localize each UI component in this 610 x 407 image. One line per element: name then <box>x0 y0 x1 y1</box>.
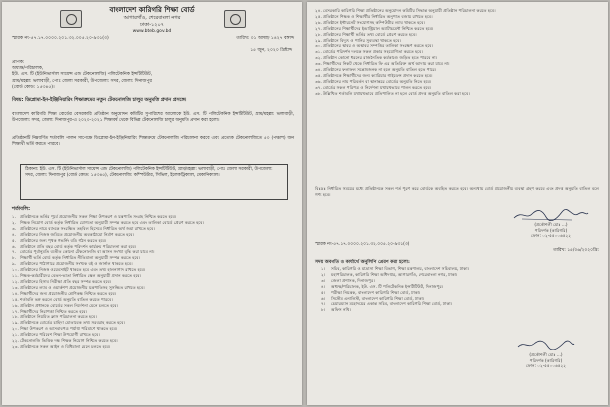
condition-item-number: ৮. <box>12 255 17 261</box>
condition-item-text: প্রতিষ্ঠানকে বোর্ডের চাহিদা মোতাবেক তথ্য সরবরাহ করতে হবে। <box>20 320 125 326</box>
signature-icon <box>516 340 576 350</box>
condition-item-number: ৩৩. <box>315 61 322 67</box>
condition-item-text: প্রতিষ্ঠানের হিসাব নিরীক্ষা প্রতি বছর সম্পন্ন করতে হবে। <box>20 278 112 284</box>
condition-item-number: ৬. <box>12 243 17 249</box>
copy-recipient-number: ৭। <box>321 301 326 307</box>
condition-item-text: উল্লিখিত শর্তাবলি যথাযথভাবে প্রতিপালিত না হলে বোর্ড প্রদত্ত অনুমতি বাতিল করা হবে। <box>323 90 470 96</box>
board-address: আগারগাঁও, শেরেবাংলা নগর <box>123 15 181 21</box>
condition-item-text: শিক্ষক-কর্মচারীদের বেতন-ভাতা নির্ধারিত স্কেল অনুযায়ী প্রদান করতে হবে। <box>20 273 142 279</box>
copy-recipient-text: জেলা প্রশাসক, দিনাজপুর। <box>331 277 375 283</box>
letterhead <box>2 6 302 35</box>
condition-item-text: প্রতিষ্ঠানের পরিবেশ শিক্ষা উপযোগী রাখতে হবে। <box>20 332 100 338</box>
condition-item-number: ৩৬. <box>315 78 322 84</box>
condition-item-number: ৩৮. <box>315 90 322 96</box>
condition-item-number: ৫. <box>12 237 17 243</box>
condition-item-text: প্রতিষ্ঠানের পাঠাগারে প্রয়োজনীয় সংখ্যক বই ও জার্নাল থাকতে হবে। <box>20 261 133 267</box>
condition-item-number: ১৯. <box>12 320 19 326</box>
condition-item <box>315 91 599 97</box>
note-paragraph: বিঃদ্রঃ নির্ধারিত সময়ের মধ্যে প্রতিষ্ঠানকে সকল শর্ত পূরণ করে বোর্ডকে অবহিত করতে হবে। অন্যথায় বোর্ড প্রয়োজনীয় ব্যবস্থা গ্রহণ করবে এবং প্রদত্ত অনুমতি বাতিল বলে গণ্য হবে। <box>315 186 599 197</box>
reference-row <box>12 36 294 42</box>
condition-item-number: ১০. <box>12 267 19 273</box>
condition-item-number: ১৮. <box>12 314 19 320</box>
signatory-name: (প্রকৌশলী মোঃ ...) <box>534 222 568 227</box>
copy-recipient-text: মহাপরিচালক, কারিগরি শিক্ষা অধিদপ্তর, আগারগাঁও, শেরেবাংলা নগর, ঢাকা। <box>331 271 458 277</box>
condition-item-text: শর্তাবলি ভঙ্গ করলে বোর্ড অনুমতি বাতিল করতে পারবে। <box>20 296 113 302</box>
condition-item-text: প্রতিষ্ঠান কোনো ধরনের রাজনৈতিক কর্মকাণ্ডে জড়িত হতে পারবে না। <box>323 55 438 61</box>
condition-item-text: শিক্ষা উপকরণ ও আসবাবপত্র পর্যাপ্ত পরিমাণে থাকতে হবে। <box>20 326 118 332</box>
condition-item-text: প্রতিষ্ঠানের নিজস্ব ওয়েবসাইট থাকতে হবে এবং তথ্য হালনাগাদ রাখতে হবে। <box>20 267 146 273</box>
memo-date-2: তারিখ: ১৫/০৬/২০২০খ্রি: <box>553 248 599 253</box>
condition-item-number: ৩৭. <box>315 84 322 90</box>
condition-item-number: ১৫. <box>12 296 19 302</box>
copy-recipient-number: ১। <box>321 266 326 271</box>
conditions-list <box>12 214 294 350</box>
copy-recipient-number: ৩। <box>321 277 326 283</box>
condition-item-text: প্রতিষ্ঠানের ল্যাব ও ওয়ার্কশপ প্রয়োজনীয় যন্ত্রপাতিসহ সুসজ্জিত রাখতে হবে। <box>20 284 145 290</box>
copy-recipient-text: চেয়ারম্যান মহোদয়ের একান্ত সচিব, বাংলাদেশ কারিগরি শিক্ষা বোর্ড, ঢাকা। <box>331 301 453 307</box>
condition-item-number: ৩০. <box>315 43 322 49</box>
condition-item <box>12 344 294 350</box>
copy-recipient-text: অধ্যক্ষ/পরিচালক, ইউ. এস. টি পলিটেকনিক ইন্সটিটিউট, দিনাজপুর। <box>331 283 444 289</box>
copy-recipient-text: অফিস নথি। <box>331 307 351 313</box>
body-paragraph-2: প্রতিষ্ঠানটি নিম্নবর্ণিত শর্তাবলি পালন সাপেক্ষে ডিপ্লোমা-ইন-ইঞ্জিনিয়ারিং শিক্ষাক্রমে টেকনোলজি পরিচালনা করবে এবং প্রত্যেক টেকনোলজিতে ৫০ (পঞ্চাশ) জন শিক্ষার্থী ভর্তি করতে পারবে। <box>12 136 294 147</box>
copy-recipient-number: ৬। <box>321 295 326 301</box>
copy-recipient-number: ৪। <box>321 283 326 289</box>
condition-item-number: ২০. <box>12 326 19 332</box>
condition-item-number: ৩৫. <box>315 72 322 78</box>
condition-item-number: ২৪. <box>315 8 322 13</box>
condition-item-text: প্রতিষ্ঠানকে সকল আইন ও বিধিমালা মেনে চলতে হবে। <box>20 343 111 349</box>
recipient-line: অধ্যক্ষ/পরিচালক, <box>12 66 44 72</box>
condition-item-number: ১৬. <box>12 302 19 308</box>
conditions-heading: শর্তাবলি: <box>12 206 31 212</box>
condition-item-text: বোর্ডের পরিদর্শন দলকে সকল প্রকার সহযোগিতা করতে হবে। <box>323 49 423 55</box>
condition-item-number: ৩৪. <box>315 67 322 73</box>
letter-page-1 <box>2 2 302 405</box>
condition-item-text: প্রতিষ্ঠানে নিয়মিত ক্লাস পরিচালনা করতে হবে। <box>20 314 97 320</box>
signatory-phone-2: ফোন: ০২-৫৫০০৬৫২২ <box>526 363 566 369</box>
condition-item-text: প্রতিষ্ঠানে শিক্ষক ও শিক্ষার্থীর নির্ধারিত অনুপাত বজায় রাখতে হবে। <box>323 13 433 19</box>
condition-item-text: প্রতিষ্ঠানের জন্য পৃথক গভর্নিং বডি গঠন করতে হবে। <box>20 237 107 243</box>
letter-page-2 <box>307 2 608 405</box>
signatory-phone: ফোন: ০২-৫৫০০৬৫২২ <box>531 233 571 239</box>
condition-item-text: প্রতিষ্ঠানের শিক্ষার্থী ভর্তির তথ্য বোর্ডে প্রেরণ করতে হবে। <box>323 31 417 37</box>
condition-item-text: প্রতিষ্ঠান প্রধানকে বোর্ডের সকল নির্দেশনা মেনে চলতে হবে। <box>20 302 119 308</box>
condition-item-text: প্রতিষ্ঠানে ইন্টারনেট সংযোগসহ কম্পিউটার ল্যাব থাকতে হবে। <box>323 19 425 25</box>
condition-item-number: ২৯. <box>315 37 322 43</box>
recipient-line: প্রাপক: <box>12 60 25 65</box>
condition-item-text: শিক্ষার্থীদের জন্য প্রয়োজনীয় শ্রেণিকক্ষ নিশ্চিত করতে হবে। <box>20 290 117 296</box>
condition-item-text: টেকনোলজি ভিত্তিক দক্ষ শিক্ষক নিয়োগ নিশ্চিত করতে হবে। <box>20 338 118 344</box>
condition-item-number: ২১. <box>12 332 19 338</box>
copy-recipient-number: ৮। <box>321 307 326 313</box>
condition-item-number: ৯. <box>12 261 17 267</box>
condition-item-text: প্রতিষ্ঠানের নিজস্ব জমিতে প্রয়োজনীয় অবকাঠামো নির্মাণ করতে হবে। <box>20 231 135 237</box>
condition-item-number: ২৩. <box>12 343 19 349</box>
body-paragraph-1: বাংলাদেশ কারিগরি শিক্ষা বোর্ডের বেসরকারি প্রতিষ্ঠান অনুমোদন কমিটির সুপারিশের আলোকে ইউ. এস. টি পলিটেকনিক ইন্সটিটিউট, গ্রাম/মহল্লা: ভলাবাড়ী, উপজেলা: সদর, জেলা: দিনাজপুর-এ ২০২০-২০২১ শিক্ষাবর্ষ থেকে বিভিন্ন টেকনোলজি চালুর অনুমতি প্রদান করা হলো। <box>12 112 294 123</box>
condition-item-number: ৩২. <box>315 55 322 61</box>
copy-recipient <box>321 307 589 313</box>
condition-item-text: বোর্ডের পূর্বানুমতি ব্যতীত কোনো টেকনোলজি বা আসন সংখ্যা বৃদ্ধি করা যাবে না। <box>20 249 155 255</box>
institute-details-box: ঠিকানা: ইউ. এস. টি (ইউনিভার্সাল সায়েন্স এন্ড টেকনোলজি) পলিটেকনিক ইন্সটিটিউট, গ্রাম/মহল্লা: ভলাবাড়ী, পোঃ জেলা সরকারী, উপজেলা: সদর, জেলা: দিনাজপুর (বোর্ড কোড: ১৫৩৪৫), টেকনোলজি: কম্পিউটার, সিভিল, ইলেকট্রিক্যাল, মেকানিক্যাল। <box>20 164 288 200</box>
condition-item-number: ৭. <box>12 249 17 255</box>
recipient-line: (বোর্ড কোড: ১৫৩৪৫)। <box>12 84 55 90</box>
condition-item-text: শিক্ষার্থী ভর্তি বোর্ড কর্তৃক নির্ধারিত নীতিমালা অনুযায়ী সম্পন্ন করতে হবে। <box>20 255 140 261</box>
recipient-line: ইউ. এস. টি (ইউনিভার্সাল সায়েন্স এন্ড টেকনোলজি) পলিটেকনিক ইন্সটিটিউট, <box>12 72 153 78</box>
condition-item-text: প্রতিষ্ঠানে বিদ্যুৎ ও পানির সুব্যবস্থা থাকতে হবে। <box>323 37 401 43</box>
condition-item-number: ২৬. <box>315 19 322 25</box>
condition-item-text: শিক্ষার্থীদের নিকট থেকে নির্ধারিত ফি এর অতিরিক্ত অর্থ আদায় করা যাবে না। <box>323 61 450 67</box>
copy-recipients-heading: সদয় অবগতি ও কার্যার্থে অনুলিপি প্রেরণ করা হলো: <box>315 260 410 265</box>
copy-recipient-text: পরীক্ষা নিয়ন্ত্রক, বাংলাদেশ কারিগরি শিক্ষা বোর্ড, ঢাকা। <box>331 289 421 295</box>
condition-item-number: ১১. <box>12 273 19 279</box>
condition-item-number: ১. <box>12 214 17 219</box>
condition-item-text: প্রতিষ্ঠানের নামে ব্যাংকে সংরক্ষিত তহবিল হিসেবে নির্ধারিত অর্থ জমা রাখতে হবে। <box>20 225 155 231</box>
condition-item-text: শিক্ষার্থীদের নিরাপত্তা নিশ্চিত করতে হবে। <box>20 308 88 314</box>
condition-item-text: প্রতিষ্ঠানের ফলাফল সন্তোষজনক না হলে অনুমতি বাতিল হতে পারে। <box>323 67 437 73</box>
recipient-line: গ্রাম/মহল্লা: ভলাবাড়ী, পোঃ জেলা সরকারী, উপজেলা: সদর, জেলা: দিনাজপুর <box>12 78 152 84</box>
memo-number: স্মারক নং-৫৭.১৭.০০০০.২০১.৩২.০০৫.২০-৯৩১(৩) <box>12 36 109 41</box>
recipient-address <box>12 60 212 91</box>
memo-date-gregorian: ১৫ জুন, ২০২০ খ্রিষ্টাব্দ <box>250 48 292 53</box>
condition-item-text: বোর্ডের সকল পরিপত্র ও নির্দেশনা যথাযথভাবে পালন করতে হবে। <box>323 84 432 90</box>
condition-item-number: ২৮. <box>315 31 322 37</box>
board-city: ঢাকা-১২০৭ <box>139 22 165 28</box>
copy-recipients-list <box>321 266 589 313</box>
memo-number-2: স্মারক নং-৫৭.১৭.০০০০.২০১.৩২.০০৫.২০-৯৩১(৩) <box>315 242 410 247</box>
condition-item-number: ৪. <box>12 231 17 237</box>
condition-item-text: প্রতিষ্ঠানের নাম পরিবর্তন বা স্থানান্তরে বোর্ডের অনুমতি নিতে হবে। <box>323 78 432 84</box>
condition-item-text: প্রতিষ্ঠানের শিক্ষার্থীদের ইন্ডাস্ট্রিয়াল অ্যাটাচমেন্ট নিশ্চিত করতে হবে। <box>323 25 434 31</box>
condition-item-text: বেসরকারি কারিগরি শিক্ষা প্রতিষ্ঠানের অনুমোদন কমিটির সিদ্ধান্ত অনুযায়ী প্রতিষ্ঠান পরিচালনা করতে হবে। <box>323 8 496 13</box>
condition-item-number: ১২. <box>12 278 19 284</box>
copy-recipient-text: সচিব, কারিগরি ও মাদ্রাসা শিক্ষা বিভাগ, শিক্ষা মন্ত্রণালয়, বাংলাদেশ সচিবালয়, ঢাকা। <box>331 266 470 271</box>
memo-reference-2 <box>315 242 599 253</box>
condition-item-number: ৩. <box>12 225 17 231</box>
copy-recipient-number: ৫। <box>321 289 326 295</box>
memo-date-bengali: তারিখ: ০১ আষাঢ় ১৪২৭ বঙ্গাব্দ <box>236 36 294 41</box>
conditions-list-continued <box>315 8 599 97</box>
condition-item-number: ১৪. <box>12 290 19 296</box>
condition-item-text: শিক্ষক নিয়োগ বোর্ড কর্তৃক নির্ধারিত যোগ্যতা অনুযায়ী সম্পন্ন করতে হবে এবং তালিকা বোর্ডে প্রেরণ করতে হবে। <box>20 219 204 225</box>
copy-recipient-number: ২। <box>321 271 326 277</box>
letter-subject: বিষয়: ডিপ্লোমা-ইন-ইঞ্জিনিয়ারিং শিক্ষাক্রমের নতুন টেকনোলজি চালুর অনুমতি প্রদান প্রসঙ্গে। <box>12 98 187 103</box>
condition-item-text: প্রতিষ্ঠানের স্থাবর ও অস্থাবর সম্পত্তির তালিকা সংরক্ষণ করতে হবে। <box>323 43 433 49</box>
signatory-designation-2: পরিদর্শক (কারিগরি) <box>529 357 563 363</box>
copy-recipient-text: সিস্টেম এনালিস্ট, বাংলাদেশ কারিগরি শিক্ষা বোর্ড, ঢাকা। <box>331 295 425 301</box>
board-name: বাংলাদেশ কারিগরি শিক্ষা বোর্ড <box>109 6 195 14</box>
condition-item-text: প্রতিষ্ঠানকে শিক্ষার্থীদের জন্য ক্যারিয়ার গাইডেন্স প্রদান করতে হবে। <box>323 72 433 78</box>
condition-item-number: ২৭. <box>315 25 322 31</box>
signature-icon <box>512 208 590 222</box>
condition-item-number: ১৭. <box>12 308 19 314</box>
condition-item-number: ২২. <box>12 338 19 344</box>
condition-item-text: প্রতিষ্ঠানে প্রতি বছর বোর্ড কর্তৃক পরিদর্শন কার্যক্রম পরিচালনা করা হবে। <box>20 243 137 249</box>
condition-item-number: ২. <box>12 219 17 225</box>
condition-item-text: প্রতিষ্ঠানকে ভর্তির পূর্বে প্রয়োজনীয় সকল শিক্ষা উপকরণ ও যন্ত্রপাতি সংগ্রহ নিশ্চিত করতে হবে। <box>20 214 177 219</box>
board-website: www.bteb.gov.bd <box>132 29 172 34</box>
signatory-name-2: (প্রকৌশলী মোঃ ...) <box>529 352 563 357</box>
condition-item-number: ৩১. <box>315 49 322 55</box>
signatory-designation: পরিদর্শক (কারিগরি) <box>534 227 568 233</box>
condition-item-number: ১৩. <box>12 284 19 290</box>
condition-item-number: ২৫. <box>315 13 322 19</box>
